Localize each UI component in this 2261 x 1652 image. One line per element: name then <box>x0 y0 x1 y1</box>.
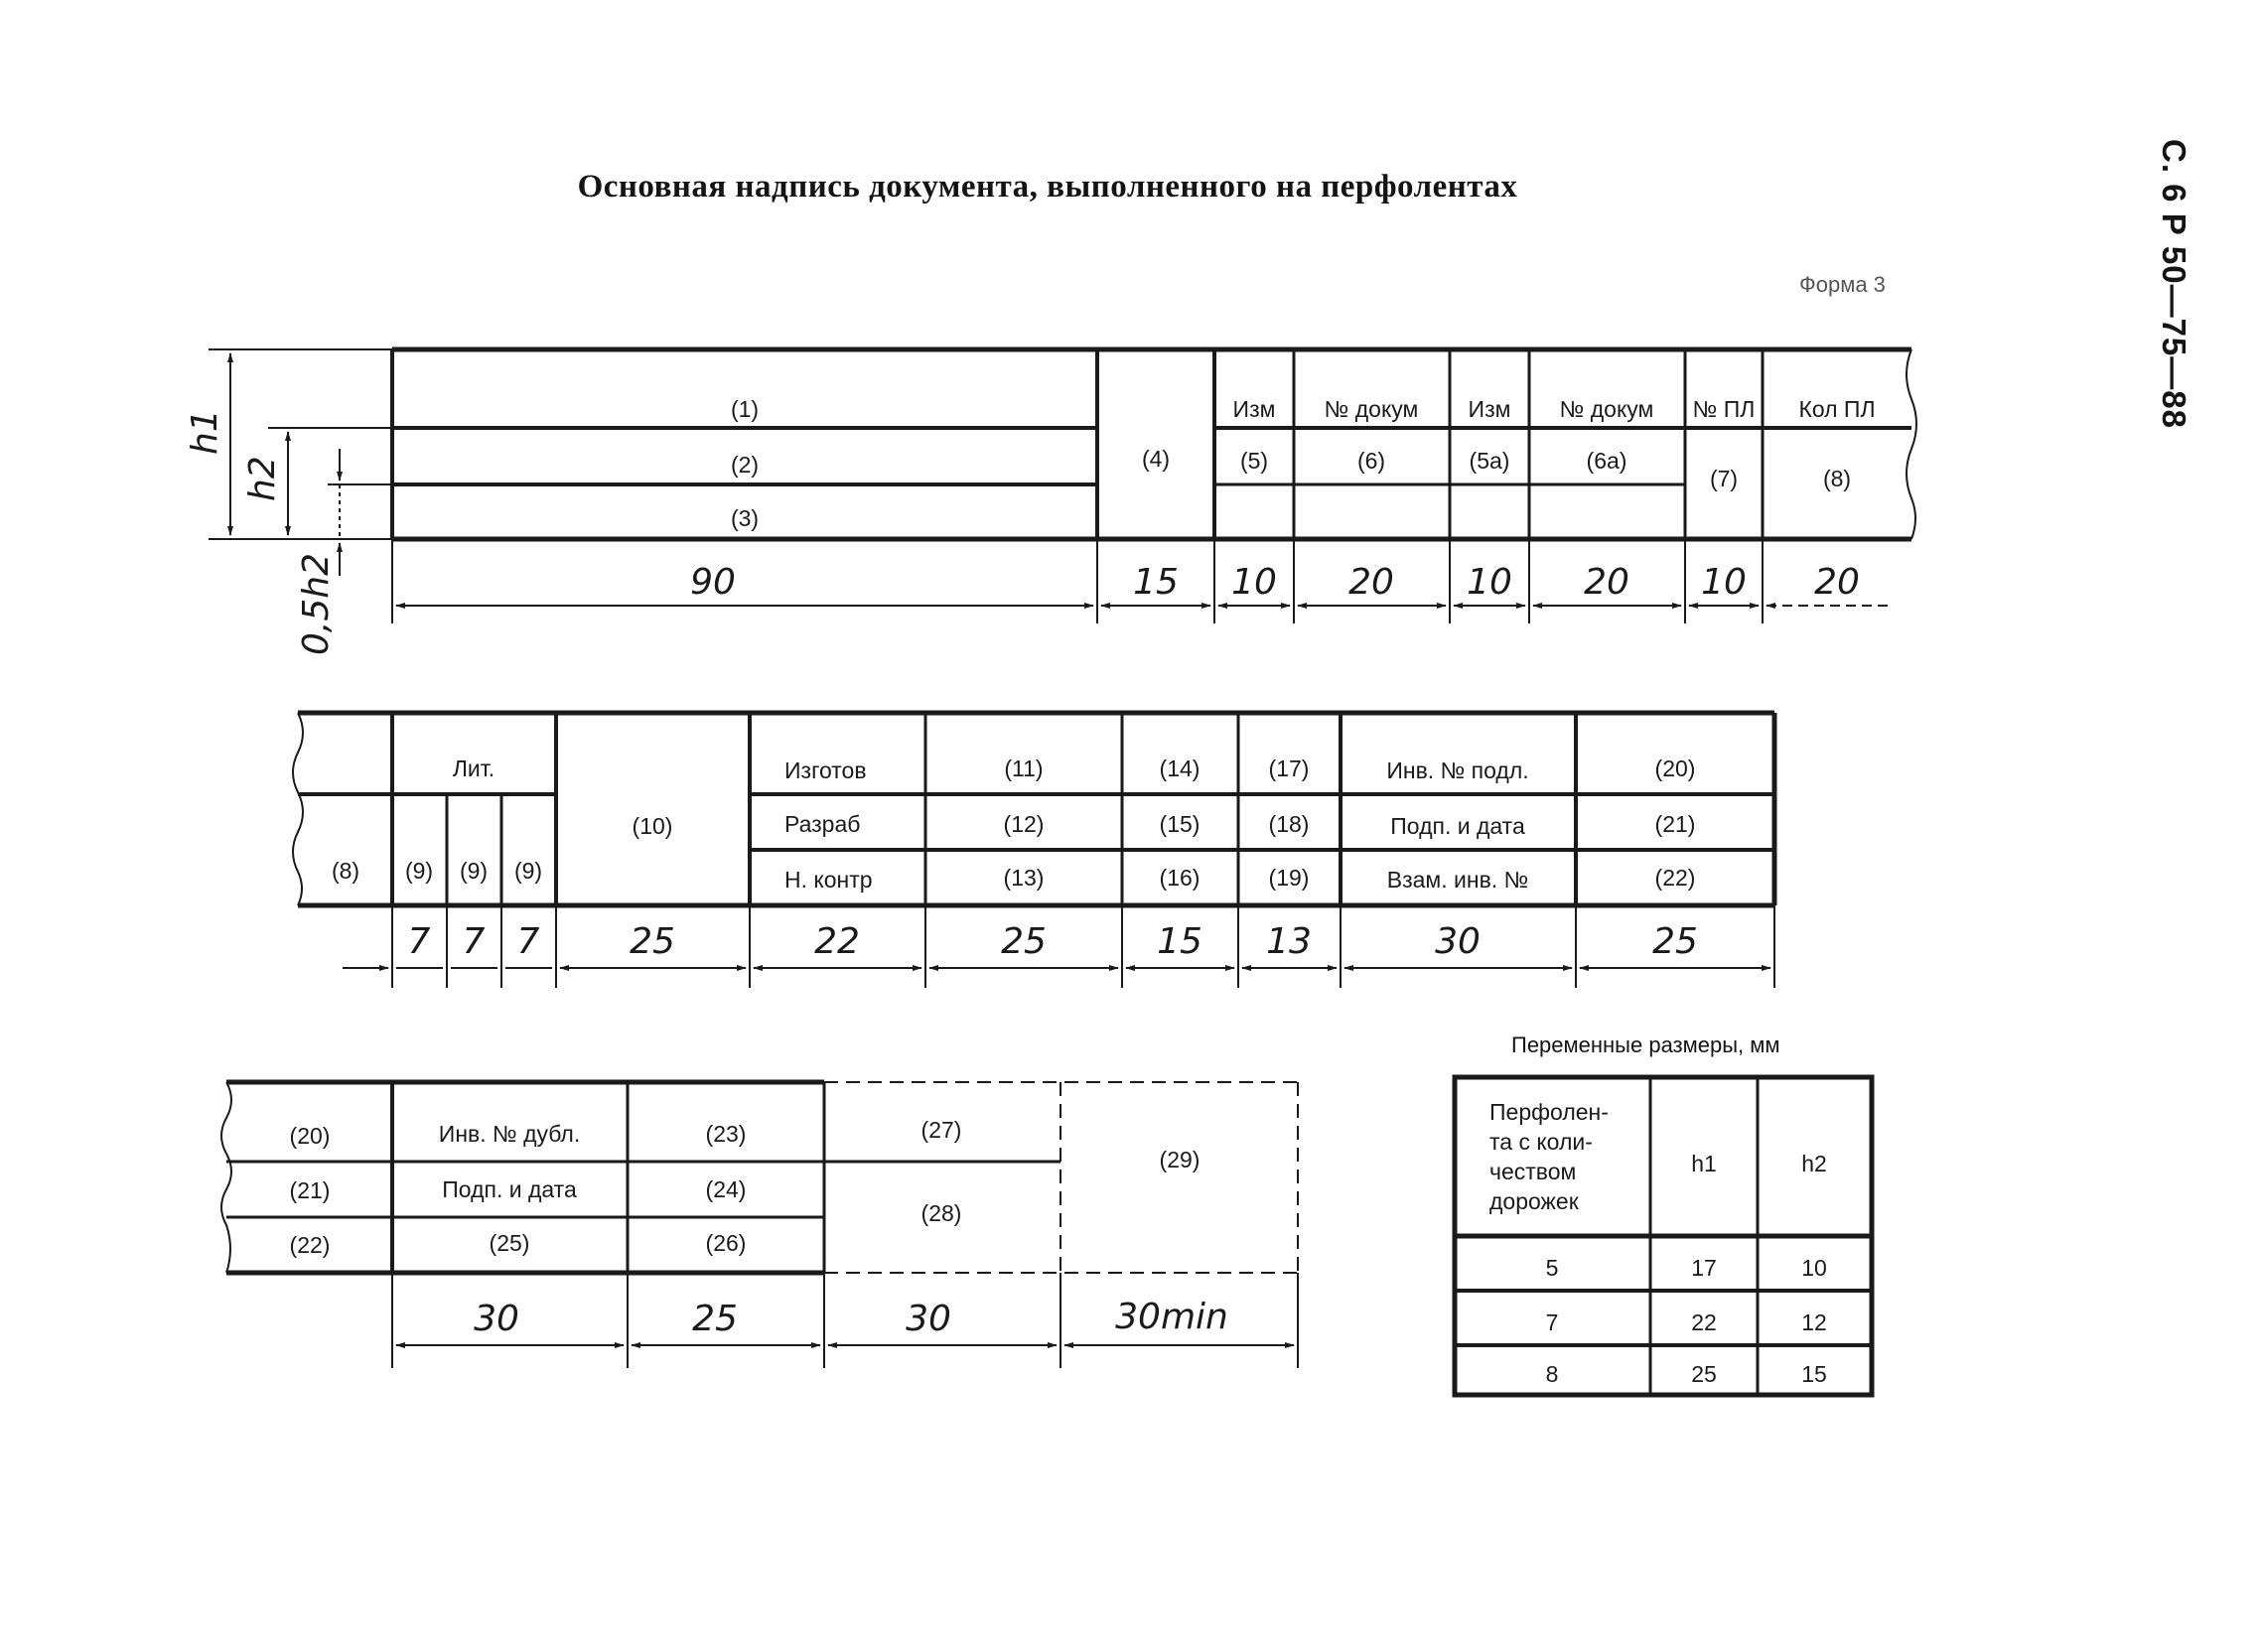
cell-2: (2) <box>730 452 760 478</box>
b2-cell-9-b: (9) <box>459 858 489 884</box>
dim-20-b: 20 <box>1584 562 1629 603</box>
h1-label: h1 <box>185 409 225 455</box>
cell-5a: (5а) <box>1469 448 1510 474</box>
svg-text:та с коли-: та с коли- <box>1489 1129 1593 1155</box>
b2-dim-25-a: 25 <box>630 921 675 962</box>
b3-dim-30-b: 30 <box>906 1299 951 1339</box>
b3-cell-24: (24) <box>705 1176 747 1202</box>
vtable-r1-c3: 10 <box>1801 1255 1827 1281</box>
cell-4: (4) <box>1141 446 1171 472</box>
b2-dim-7-a: 7 <box>407 921 431 962</box>
b2-dim-25-c: 25 <box>1652 921 1698 962</box>
label-podp-data: Подп. и дата <box>1390 813 1525 839</box>
b2-cell-9-a: (9) <box>404 858 434 884</box>
b3-cell-21: (21) <box>289 1177 331 1203</box>
b2-cell-11: (11) <box>1004 756 1044 781</box>
header-npl: № ПЛ <box>1692 396 1756 422</box>
dim-10-a: 10 <box>1231 562 1277 603</box>
dim-90: 90 <box>690 562 736 603</box>
cell-1: (1) <box>730 396 760 422</box>
vtable-r1-c2: 17 <box>1691 1255 1717 1281</box>
vtable-r2-c1: 7 <box>1545 1309 1559 1335</box>
vtable-header-h2: h2 <box>1801 1151 1827 1176</box>
header-dokum-2: № докум <box>1559 396 1654 422</box>
svg-text:чеством: чеством <box>1489 1159 1577 1184</box>
b2-cell-10: (10) <box>632 813 673 839</box>
b3-cell-20: (20) <box>289 1123 331 1149</box>
document-title: Основная надпись документа, выполненного на перфолентах <box>577 169 1518 205</box>
b2-cell-8: (8) <box>331 858 360 884</box>
vtable-header-first-col <box>1489 1099 1609 1214</box>
b2-cell-15: (15) <box>1159 811 1201 837</box>
form-label: Форма 3 <box>1799 272 1886 297</box>
label-razrab: Разраб <box>784 811 861 837</box>
b2-cell-14: (14) <box>1159 756 1201 781</box>
b2-dim-13: 13 <box>1266 921 1312 962</box>
label-inv-podl: Инв. № подл. <box>1386 757 1529 783</box>
b3-dim-25: 25 <box>692 1299 738 1339</box>
header-dokum-1: № докум <box>1324 396 1419 422</box>
half-h2-label: 0,5h2 <box>296 553 337 655</box>
header-izm-1: Изм <box>1232 396 1276 422</box>
b2-dim-25-b: 25 <box>1001 921 1047 962</box>
vtable-r2-c2: 22 <box>1691 1309 1717 1335</box>
b2-cell-16: (16) <box>1159 865 1201 891</box>
b2-dim-30: 30 <box>1435 921 1481 962</box>
label-izgotov: Изготов <box>784 757 867 783</box>
h2-label: h2 <box>242 456 283 501</box>
label-nkontr: Н. контр <box>784 867 873 893</box>
svg-text:Перфолен-: Перфолен- <box>1489 1099 1609 1125</box>
b3-dim-30min: 30min <box>1115 1297 1228 1337</box>
cell-7: (7) <box>1709 466 1739 491</box>
svg-text:дорожек: дорожек <box>1489 1188 1579 1214</box>
b2-cell-17: (17) <box>1268 756 1310 781</box>
header-kolpl: Кол ПЛ <box>1798 396 1876 422</box>
label-inv-dubl: Инв. № дубл. <box>438 1121 581 1147</box>
dim-20-c: 20 <box>1814 562 1860 603</box>
b2-cell-9-c: (9) <box>513 858 543 884</box>
b3-cell-27: (27) <box>920 1117 962 1143</box>
b3-label-podp-data: Подп. и дата <box>442 1176 577 1202</box>
variable-sizes-table <box>1455 1077 1872 1395</box>
b3-cell-29: (29) <box>1159 1147 1201 1172</box>
b3-cell-23: (23) <box>705 1121 747 1147</box>
b2-dim-22: 22 <box>814 921 860 962</box>
block1-height-dims <box>209 349 392 576</box>
vtable-r2-c3: 12 <box>1801 1309 1827 1335</box>
block3-frame <box>221 1082 1298 1273</box>
b3-cell-25: (25) <box>489 1230 530 1256</box>
vtable-header-h1: h1 <box>1691 1151 1717 1176</box>
dim-20-a: 20 <box>1348 562 1394 603</box>
b2-cell-22: (22) <box>1654 865 1696 891</box>
page-code: С. 6 Р 50—75—88 <box>2156 139 2192 429</box>
lit-label: Лит. <box>452 756 495 781</box>
dim-10-b: 10 <box>1467 562 1512 603</box>
b2-cell-13: (13) <box>1003 865 1045 891</box>
variable-sizes-title: Переменные размеры, мм <box>1511 1032 1780 1057</box>
b3-cell-26: (26) <box>705 1230 747 1256</box>
b2-cell-18: (18) <box>1268 811 1310 837</box>
b2-cell-21: (21) <box>1654 811 1696 837</box>
cell-6a: (6а) <box>1586 448 1627 474</box>
b2-cell-12: (12) <box>1003 811 1045 837</box>
b2-dim-15: 15 <box>1157 921 1202 962</box>
cell-3: (3) <box>730 505 760 531</box>
label-vzam-inv: Взам. инв. № <box>1386 867 1529 893</box>
b3-cell-28: (28) <box>920 1200 962 1226</box>
b2-dim-7-b: 7 <box>462 921 486 962</box>
vtable-r3-c3: 15 <box>1801 1361 1827 1387</box>
b3-dim-30-a: 30 <box>474 1299 519 1339</box>
b2-dim-7-c: 7 <box>516 921 540 962</box>
cell-8: (8) <box>1822 466 1852 491</box>
vtable-r3-c2: 25 <box>1691 1361 1717 1387</box>
cell-5: (5) <box>1239 448 1269 474</box>
block2-dim-lines <box>343 905 1774 988</box>
header-izm-2: Изм <box>1468 396 1511 422</box>
dim-10-c: 10 <box>1701 562 1747 603</box>
cell-6: (6) <box>1356 448 1386 474</box>
b2-cell-20: (20) <box>1654 756 1696 781</box>
b3-cell-22: (22) <box>289 1232 331 1258</box>
dim-15: 15 <box>1133 562 1179 603</box>
b2-cell-19: (19) <box>1268 865 1310 891</box>
vtable-r1-c1: 5 <box>1545 1255 1559 1281</box>
vtable-r3-c1: 8 <box>1545 1361 1559 1387</box>
block1-frame <box>392 349 1916 539</box>
